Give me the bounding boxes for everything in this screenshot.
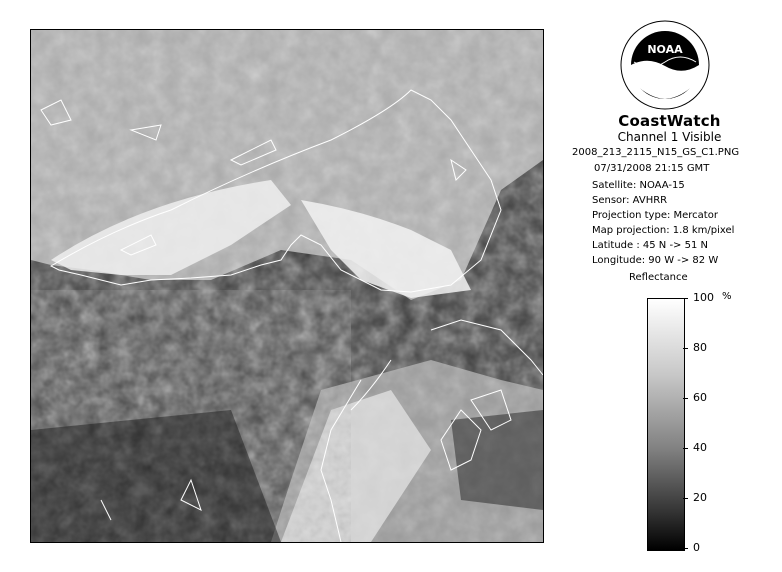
scale-unit: % <box>722 291 732 302</box>
longitude-label: Longitude: 90 W -> 82 W <box>592 255 719 266</box>
product-datetime: 07/31/2008 21:15 GMT <box>594 163 710 174</box>
scale-tick-label: 60 <box>693 391 707 404</box>
scale-tick-label: 100 <box>693 291 714 304</box>
product-filename: 2008_213_2115_N15_GS_C1.PNG <box>572 147 740 158</box>
scale-tick <box>683 398 688 399</box>
product-title: CoastWatch <box>618 112 721 130</box>
reflectance-colorbar <box>647 298 685 551</box>
map-projection-label: Map projection: 1.8 km/pixel <box>592 225 735 236</box>
scale-tick-label: 20 <box>693 491 707 504</box>
scale-tick-label: 80 <box>693 341 707 354</box>
scale-tick <box>683 548 688 549</box>
scale-tick <box>683 298 688 299</box>
scale-tick <box>683 448 688 449</box>
satellite-image <box>30 29 544 543</box>
scale-tick <box>683 498 688 499</box>
product-subtitle: Channel 1 Visible <box>617 130 722 144</box>
satellite-label: Satellite: NOAA-15 <box>592 180 685 191</box>
sensor-label: Sensor: AVHRR <box>592 195 668 206</box>
noaa-logo <box>620 20 710 110</box>
latitude-label: Latitude : 45 N -> 51 N <box>592 240 708 251</box>
scale-tick <box>683 348 688 349</box>
noaa-logo-text: NOAA <box>647 43 683 56</box>
scale-tick-label: 0 <box>693 541 700 554</box>
scale-title: Reflectance <box>629 272 688 283</box>
scale-tick-label: 40 <box>693 441 707 454</box>
projection-type-label: Projection type: Mercator <box>592 210 718 221</box>
